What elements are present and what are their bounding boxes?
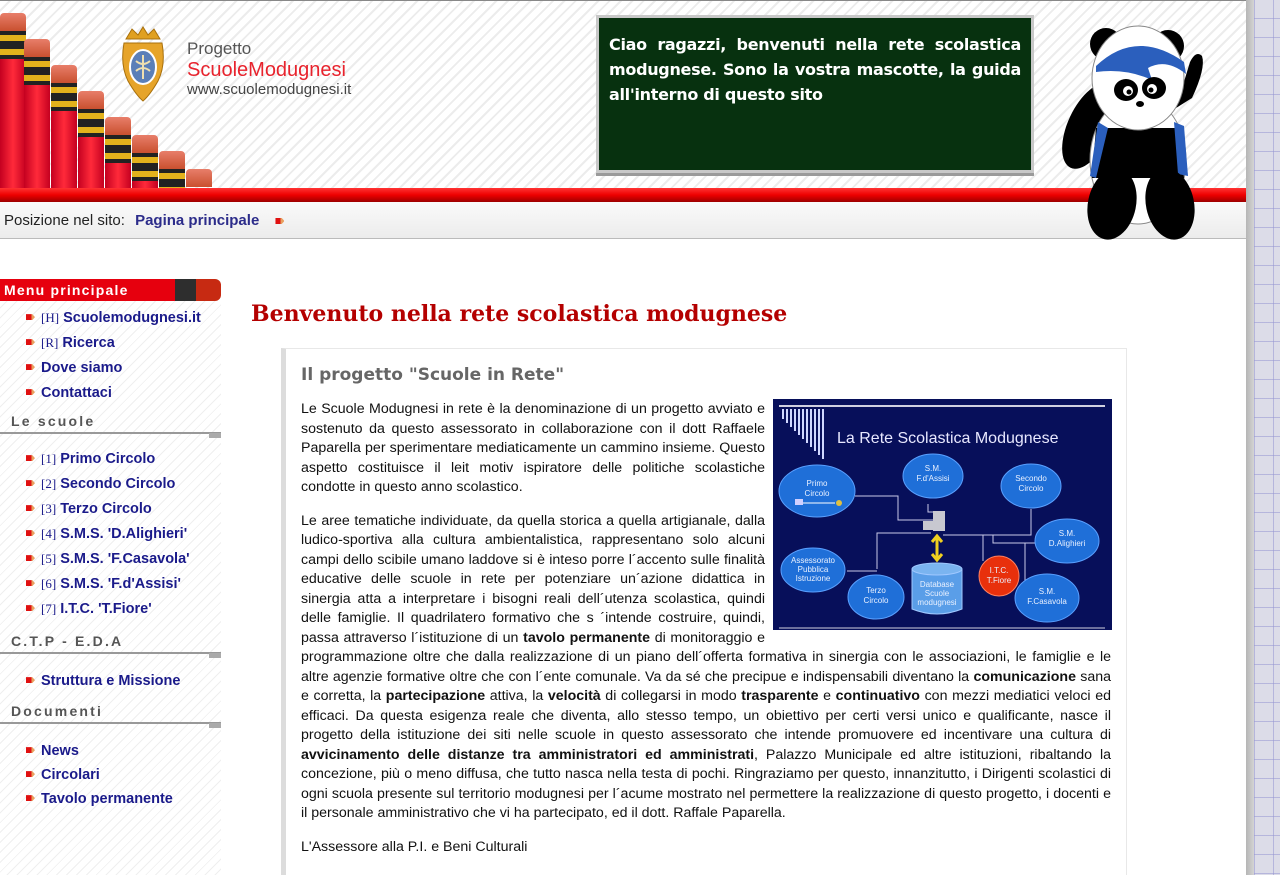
svg-text:Circolo: Circolo [804, 489, 830, 498]
svg-text:Database: Database [919, 580, 955, 589]
mascot-message: Ciao ragazzi, benvenuti nella rete scolastica modugnese. Sono la vostra mascotte, la guida all'interno di questo sito [609, 35, 1021, 104]
page-title: Benvenuto nella rete scolastica modugnese [251, 301, 788, 327]
breadcrumb-label: Posizione nel sito: [4, 212, 125, 229]
city-crest-icon [118, 25, 168, 103]
body-text: , Palazzo Municipale ed altre istituzioni, ribaltando la concezione, più o meno diffusa, che tutto nasca nella testa di pochi. Ringraziamo per questo, innanzitutto, i Dirigenti scolastici di ogni scuola presente sul territorio modugnesi per l´acume mostrato nel permettere la realizzazione di questo progetto, i docenti e il personale amministrativo che vi ha partecipato, ed il dott. Raffale Paparella. [301, 746, 1112, 821]
emphasis-text: comunicazione [973, 668, 1076, 685]
menu-item-struttura-missione[interactable]: Struttura e Missione [26, 673, 221, 698]
svg-text:S.M.: S.M. [924, 464, 942, 473]
emphasis-text: partecipazione [385, 688, 486, 704]
network-diagram-image [773, 399, 1112, 630]
svg-text:T.Fiore: T.Fiore [986, 576, 1012, 585]
arrow-bullet-icon [26, 339, 35, 345]
svg-text:Secondo: Secondo [1015, 474, 1047, 483]
main-menu [0, 301, 221, 410]
sidebar [0, 279, 221, 875]
body-text: sana e corretta, la [301, 668, 1111, 704]
svg-text:Terzo: Terzo [866, 586, 886, 595]
sidebar-title: Menu principale [0, 279, 221, 301]
arrow-bullet-icon [26, 771, 35, 777]
article [281, 348, 1127, 875]
arrow-bullet-icon [26, 505, 35, 511]
arrow-bullet-icon [26, 555, 35, 561]
menu-item-sms-dassisi[interactable]: [6] S.M.S. 'F.d'Assisi' [26, 576, 221, 601]
emphasis-text: trasparente [741, 688, 819, 704]
arrow-bullet-icon [26, 364, 35, 370]
arrow-bullet-icon [26, 455, 35, 461]
panda-mascot-icon [1056, 18, 1226, 240]
emphasis-text: tavolo permanente [523, 629, 651, 646]
menu-item-secondo-circolo[interactable]: [2] Secondo Circolo [26, 476, 221, 501]
svg-text:D.Alighieri: D.Alighieri [1048, 539, 1086, 548]
body-text: di monitoraggio e programmazione oltre che dalla realizzazione di un piano dell´offerta formativa in sinergia con le associazioni, le famiglie e le altre agenzie formative oltre che con l´ente comunale. Va da sé che precipue e indispensabili diventano la [301, 629, 1111, 685]
schools-menu [0, 434, 221, 626]
menu-item-tavolo-permanente[interactable]: Tavolo permanente [26, 791, 221, 815]
emphasis-text: continuativo [835, 688, 920, 704]
menu-item-contattaci[interactable]: Contattaci [26, 385, 221, 410]
svg-text:F.Casavola: F.Casavola [1027, 597, 1067, 606]
svg-text:modugnesi: modugnesi [917, 598, 957, 607]
breadcrumb-current[interactable]: Pagina principale [135, 212, 260, 229]
emphasis-text: velocità [547, 688, 601, 704]
svg-text:Pubblica: Pubblica [797, 565, 829, 574]
menu-item-circolari[interactable]: Circolari [26, 767, 221, 791]
article-signature: L'Assessore alla P.I. e Beni Culturali [301, 838, 528, 855]
svg-text:I.T.C.: I.T.C. [989, 566, 1009, 575]
svg-text:Scuole: Scuole [924, 589, 950, 598]
arrow-bullet-icon [26, 795, 35, 801]
svg-text:Assessorato: Assessorato [790, 556, 836, 565]
section-le-scuole: Le scuole [0, 410, 221, 434]
menu-item-sms-casavola[interactable]: [5] S.M.S. 'F.Casavola' [26, 551, 221, 576]
arrow-bullet-icon [26, 530, 35, 536]
svg-text:Circolo: Circolo [1018, 484, 1044, 493]
mascot-chalkboard [596, 15, 1034, 173]
arrow-bullet-icon [26, 314, 35, 320]
page-shadow [1246, 0, 1254, 875]
arrow-bullet-icon [26, 580, 35, 586]
arrow-bullet-icon [26, 677, 35, 683]
svg-text:S.M.: S.M. [1058, 529, 1076, 538]
menu-item-ricerca[interactable]: [R] Ricerca [26, 335, 221, 360]
body-text: e [818, 688, 836, 704]
logo-title: ScuoleModugnesi [187, 59, 346, 81]
svg-text:F.d'Assisi: F.d'Assisi [916, 474, 950, 483]
body-text: di collegarsi in modo [600, 688, 742, 704]
menu-item-sms-alighieri[interactable]: [4] S.M.S. 'D.Alighieri' [26, 526, 221, 551]
svg-text:Circolo: Circolo [863, 596, 889, 605]
logo-url: www.scuolemodugnesi.it [187, 81, 352, 98]
svg-text:Primo: Primo [806, 479, 828, 488]
menu-item-dove-siamo[interactable]: Dove siamo [26, 360, 221, 385]
menu-item-terzo-circolo[interactable]: [3] Terzo Circolo [26, 501, 221, 526]
menu-item-news[interactable]: News [26, 743, 221, 767]
menu-item-home[interactable]: [H] Scuolemodugnesi.it [26, 310, 221, 335]
article-title: Il progetto "Scuole in Rete" [301, 365, 565, 385]
svg-text:S.M.: S.M. [1038, 587, 1056, 596]
pencils-graphic [0, 9, 215, 191]
body-text: con mezzi mediatici veloci ed efficaci. Da questa esigenza reale che diventa, allo stesso tempo, un obiettivo per certi versi unico e qualificante, nasce il progetto della istituzione dei siti nelle scuole in questo assessorato che intende promuovere ed incentivare una cultura di [301, 688, 1111, 743]
arrow-bullet-icon [275, 218, 284, 224]
arrow-bullet-icon [26, 480, 35, 486]
ctp-menu [0, 654, 221, 698]
svg-text:Istruzione: Istruzione [795, 574, 831, 583]
section-ctp-eda: C.T.P - E.D.A [0, 630, 221, 654]
arrow-bullet-icon [26, 747, 35, 753]
article-paragraph-1: Le Scuole Modugnesi in rete è la denominazione di un progetto avviato e sostenuto da questo assessorato in collaborazione con il dott Raffaele Paparella per sperimentare mediaticamente un cammino insieme. Questo aspetto costituisce il leit motiv ispiratore delle politiche scolastiche condotte in questo anno scolastico. [301, 401, 765, 495]
body-text: Le aree tematiche individuate, da quella storica a quella artigianale, dalla ludico-sportiva alla cultura ambientalistica, rappresentano solo alcuni campi dello scibile umano laddove si è inteso porre l´accento sulle finalità educative delle scuole in rete per potenziare un´azione didattica in sinergia atta a interpretare i bisogni reali dell´utenza scolastica, quindi delle famiglie. Il quadrilatero formativo che s ´intende costruire, quindi, passa attraverso l´istituzione di un [301, 512, 765, 646]
emphasis-text: avvicinamento delle distanze tra amministratori ed amministrati [301, 746, 755, 763]
body-text: attiva, la [485, 688, 548, 704]
arrow-bullet-icon [26, 389, 35, 395]
logo-subtitle: Progetto [187, 39, 252, 58]
section-documenti: Documenti [0, 700, 221, 724]
svg-text:La Rete Scolastica Modugnese: La Rete Scolastica Modugnese [837, 430, 1059, 447]
arrow-bullet-icon [26, 605, 35, 611]
menu-item-primo-circolo[interactable]: [1] Primo Circolo [26, 451, 221, 476]
menu-item-itc-fiore[interactable]: [7] I.T.C. 'T.Fiore' [26, 601, 221, 626]
documents-menu [0, 724, 221, 815]
site-logo[interactable] [187, 39, 351, 99]
